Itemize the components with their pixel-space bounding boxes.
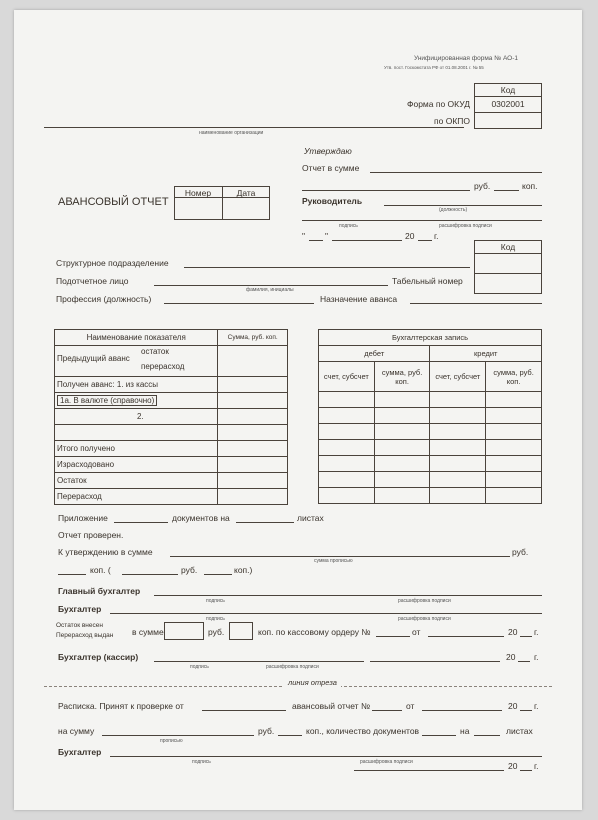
- cashier-decode-caption: расшифровка подписи: [266, 664, 319, 670]
- debit-header: дебет: [319, 346, 430, 362]
- received-sum[interactable]: [218, 377, 288, 393]
- acc-cell[interactable]: [486, 408, 542, 424]
- cashier-line[interactable]: [154, 661, 364, 662]
- debit-account-header: счет, субсчет: [319, 362, 375, 392]
- acc-cell[interactable]: [486, 440, 542, 456]
- acc-cell[interactable]: [430, 488, 486, 504]
- sheets2-label: листах: [506, 726, 533, 736]
- total-received-row: Итого получено: [55, 441, 218, 457]
- cashier-signature-caption: подпись: [190, 664, 209, 670]
- over-paid-label: Перерасход выдан: [56, 632, 114, 639]
- year-prefix: 20: [405, 231, 415, 241]
- acc-cell[interactable]: [430, 424, 486, 440]
- acc-cell[interactable]: [374, 440, 430, 456]
- head-line[interactable]: [384, 205, 542, 206]
- rest-paid-label: Остаток внесен: [56, 622, 103, 629]
- decode-caption: расшифровка подписи: [439, 223, 492, 229]
- acc-cell[interactable]: [430, 408, 486, 424]
- accounting-title: Бухгалтерская запись: [319, 330, 542, 346]
- on-label: на: [460, 726, 470, 736]
- rub4-label: руб.: [258, 726, 275, 736]
- acc-cell[interactable]: [374, 472, 430, 488]
- date-quote-close: ": [325, 231, 329, 241]
- sum-words-caption: сумма прописью: [314, 558, 353, 564]
- prev-advance-label: Предыдущий аванс: [57, 354, 130, 363]
- report-title: АВАНСОВЫЙ ОТЧЕТ: [58, 196, 169, 208]
- order-date-line[interactable]: [428, 636, 504, 637]
- chief-accountant-line[interactable]: [154, 595, 542, 596]
- acc-cell[interactable]: [319, 392, 375, 408]
- approve-kop-digits[interactable]: [204, 574, 232, 575]
- approval-note: Утв. пост. Госкомстата РФ от 01.08.2001 г. № 55: [384, 65, 484, 70]
- doc-count-line[interactable]: [422, 735, 456, 736]
- tab-number-label: Табельный номер: [392, 276, 463, 286]
- order-year-suffix: г.: [534, 627, 539, 637]
- receipt-sheets-line[interactable]: [474, 735, 500, 736]
- sum-kop-box[interactable]: [229, 622, 253, 640]
- acc-cell[interactable]: [374, 456, 430, 472]
- acc-cell[interactable]: [486, 424, 542, 440]
- struct-unit-label: Структурное подразделение: [56, 258, 169, 268]
- okud-value: 0302001: [491, 99, 525, 109]
- purpose-label: Назначение аванса: [320, 294, 398, 304]
- sheets-label: листах: [297, 513, 324, 523]
- advance-table: [54, 329, 288, 505]
- receipt-year-label: 20: [508, 701, 518, 711]
- kop-line[interactable]: [494, 190, 519, 191]
- kop-count-label: коп., количество документов: [306, 726, 420, 736]
- cashier-label: Бухгалтер (кассир): [58, 652, 139, 662]
- acc-decode-caption: расшифровка подписи: [398, 616, 451, 622]
- received-row: Получен аванс: 1. из кассы: [55, 377, 218, 393]
- received-1a-row: 1а. В валюте (справочно): [55, 393, 218, 409]
- empty-sum[interactable]: [218, 425, 288, 441]
- org-caption: наименование организации: [199, 130, 264, 136]
- acc-cell[interactable]: [374, 392, 430, 408]
- remainder-label: остаток: [141, 347, 169, 356]
- spent-sum[interactable]: [218, 457, 288, 473]
- form-name: Унифицированная форма № АО-1: [414, 55, 519, 62]
- for-sum-line[interactable]: [102, 735, 254, 736]
- rest-row: Остаток: [55, 473, 218, 489]
- rest-sum[interactable]: [218, 473, 288, 489]
- adv-report-no-label: авансовый отчет №: [292, 701, 371, 711]
- accounting-table: [318, 329, 542, 504]
- empty-row: [55, 425, 218, 441]
- receipt-year-suffix: г.: [534, 701, 539, 711]
- final-date-line[interactable]: [354, 770, 504, 771]
- rub2-label: руб.: [181, 565, 198, 575]
- fio-caption: фамилия, инициалы: [246, 287, 294, 293]
- kop-label: коп.: [522, 181, 538, 191]
- receipt-label: Расписка. Принят к проверке от: [58, 701, 184, 711]
- checked-label: Отчет проверен.: [58, 530, 124, 540]
- col-indicator: Наименование показателя: [55, 330, 218, 346]
- received-2-row: 2.: [55, 409, 218, 425]
- acc-cell[interactable]: [319, 440, 375, 456]
- approve-rub-label: руб.: [512, 547, 529, 557]
- col-sum: Сумма, руб. коп.: [218, 330, 288, 346]
- acc2-signature-caption: подпись: [192, 759, 211, 765]
- received-1a-sum[interactable]: [218, 393, 288, 409]
- profession-label: Профессия (должность): [56, 294, 152, 304]
- receipt-from-line[interactable]: [422, 710, 502, 711]
- attachment-label: Приложение: [58, 513, 108, 523]
- receipt-from-label: от: [406, 701, 415, 711]
- cashier-date-line[interactable]: [370, 661, 500, 662]
- acc-cell[interactable]: [486, 456, 542, 472]
- number-header: Номер: [184, 188, 212, 198]
- kod-label: Код: [500, 85, 516, 95]
- org-name-line[interactable]: [44, 127, 464, 128]
- sheets-count-line[interactable]: [236, 522, 294, 523]
- for-sum-label: на сумму: [58, 726, 95, 736]
- acc-cell[interactable]: [430, 472, 486, 488]
- acc-cell[interactable]: [486, 472, 542, 488]
- acc-cell[interactable]: [319, 456, 375, 472]
- kop-order-label: коп. по кассовому ордеру №: [258, 627, 371, 637]
- chief-accountant-label: Главный бухгалтер: [58, 586, 141, 596]
- kop-close-label: коп.): [234, 565, 253, 575]
- accountant2-line[interactable]: [110, 756, 542, 757]
- overspend-label: перерасход: [141, 362, 185, 371]
- form-sheet: [14, 10, 582, 810]
- order-from-label: от: [412, 627, 421, 637]
- chief-signature-caption: подпись: [206, 598, 225, 604]
- acc-cell[interactable]: [319, 472, 375, 488]
- year-suffix: г.: [434, 231, 439, 241]
- acc-cell[interactable]: [374, 408, 430, 424]
- over-row: Перерасход: [55, 489, 218, 505]
- accountable-line[interactable]: [154, 285, 388, 286]
- cashier-year-suffix: г.: [534, 652, 539, 662]
- report-sum-line[interactable]: [370, 172, 542, 173]
- report-sum-label: Отчет в сумме: [302, 163, 360, 173]
- profession-line[interactable]: [164, 303, 314, 304]
- prev-advance-sum[interactable]: [218, 346, 288, 377]
- accountant-label: Бухгалтер: [58, 604, 102, 614]
- approve-sum-label: К утверждению в сумме: [58, 547, 153, 557]
- rub3-label: руб.: [208, 627, 225, 637]
- spent-row: Израсходовано: [55, 457, 218, 473]
- accountant2-label: Бухгалтер: [58, 747, 102, 757]
- acc-cell[interactable]: [374, 424, 430, 440]
- date-quote-open: ": [302, 231, 306, 241]
- acc-cell[interactable]: [486, 392, 542, 408]
- position-caption: (должность): [439, 207, 468, 213]
- credit-header: кредит: [430, 346, 542, 362]
- receipt-kop-line[interactable]: [278, 735, 302, 736]
- purpose-line[interactable]: [410, 303, 542, 304]
- kop-open-label: коп. (: [90, 565, 111, 575]
- acc-cell[interactable]: [374, 488, 430, 504]
- okpo-label: по ОКПО: [434, 116, 470, 126]
- acc-cell[interactable]: [430, 392, 486, 408]
- chief-decode-caption: расшифровка подписи: [398, 598, 451, 604]
- acc-cell[interactable]: [430, 456, 486, 472]
- accountable-label: Подотчетное лицо: [56, 276, 129, 286]
- credit-sum-header: сумма, руб. коп.: [486, 362, 542, 392]
- prev-advance-row: [55, 346, 218, 377]
- adv-report-no-line[interactable]: [372, 710, 402, 711]
- info-kod-label: Код: [500, 242, 516, 252]
- approve-title: Утверждаю: [304, 146, 352, 156]
- debit-sum-header: сумма, руб. коп.: [374, 362, 430, 392]
- in-words-caption: прописью: [160, 738, 183, 744]
- received-2-sum[interactable]: [218, 409, 288, 425]
- final-year-label: 20: [508, 761, 518, 771]
- acc-cell[interactable]: [319, 424, 375, 440]
- acc-cell[interactable]: [319, 408, 375, 424]
- final-year-suffix: г.: [534, 761, 539, 771]
- acc-cell[interactable]: [486, 488, 542, 504]
- signature-caption: подпись: [339, 223, 358, 229]
- date-header: Дата: [236, 188, 256, 198]
- documents-on-label: документов на: [172, 513, 230, 523]
- cashier-year-label: 20: [506, 652, 516, 662]
- receipt-date-line[interactable]: [202, 710, 286, 711]
- head-sign-line[interactable]: [302, 220, 542, 221]
- credit-account-header: счет, субсчет: [430, 362, 486, 392]
- head-label: Руководитель: [302, 196, 363, 206]
- acc-signature-caption: подпись: [206, 616, 225, 622]
- in-sum-label: в сумме: [132, 627, 164, 637]
- order-number-line[interactable]: [376, 636, 410, 637]
- cut-line-label: линия отреза: [284, 678, 341, 687]
- acc-cell[interactable]: [319, 488, 375, 504]
- total-received-sum[interactable]: [218, 441, 288, 457]
- acc-cell[interactable]: [430, 440, 486, 456]
- approve-sum-line[interactable]: [170, 556, 510, 557]
- approve-rub-digits[interactable]: [122, 574, 178, 575]
- accountant-line[interactable]: [110, 613, 542, 614]
- sum-rub-box[interactable]: [164, 622, 204, 640]
- order-year-label: 20: [508, 627, 518, 637]
- struct-unit-line[interactable]: [184, 267, 470, 268]
- okud-label: Форма по ОКУД: [407, 99, 470, 109]
- attachment-count-line[interactable]: [114, 522, 168, 523]
- rub-label: руб.: [474, 181, 491, 191]
- report-sum-line-2[interactable]: [302, 190, 470, 191]
- acc2-decode-caption: расшифровка подписи: [360, 759, 413, 765]
- over-sum[interactable]: [218, 489, 288, 505]
